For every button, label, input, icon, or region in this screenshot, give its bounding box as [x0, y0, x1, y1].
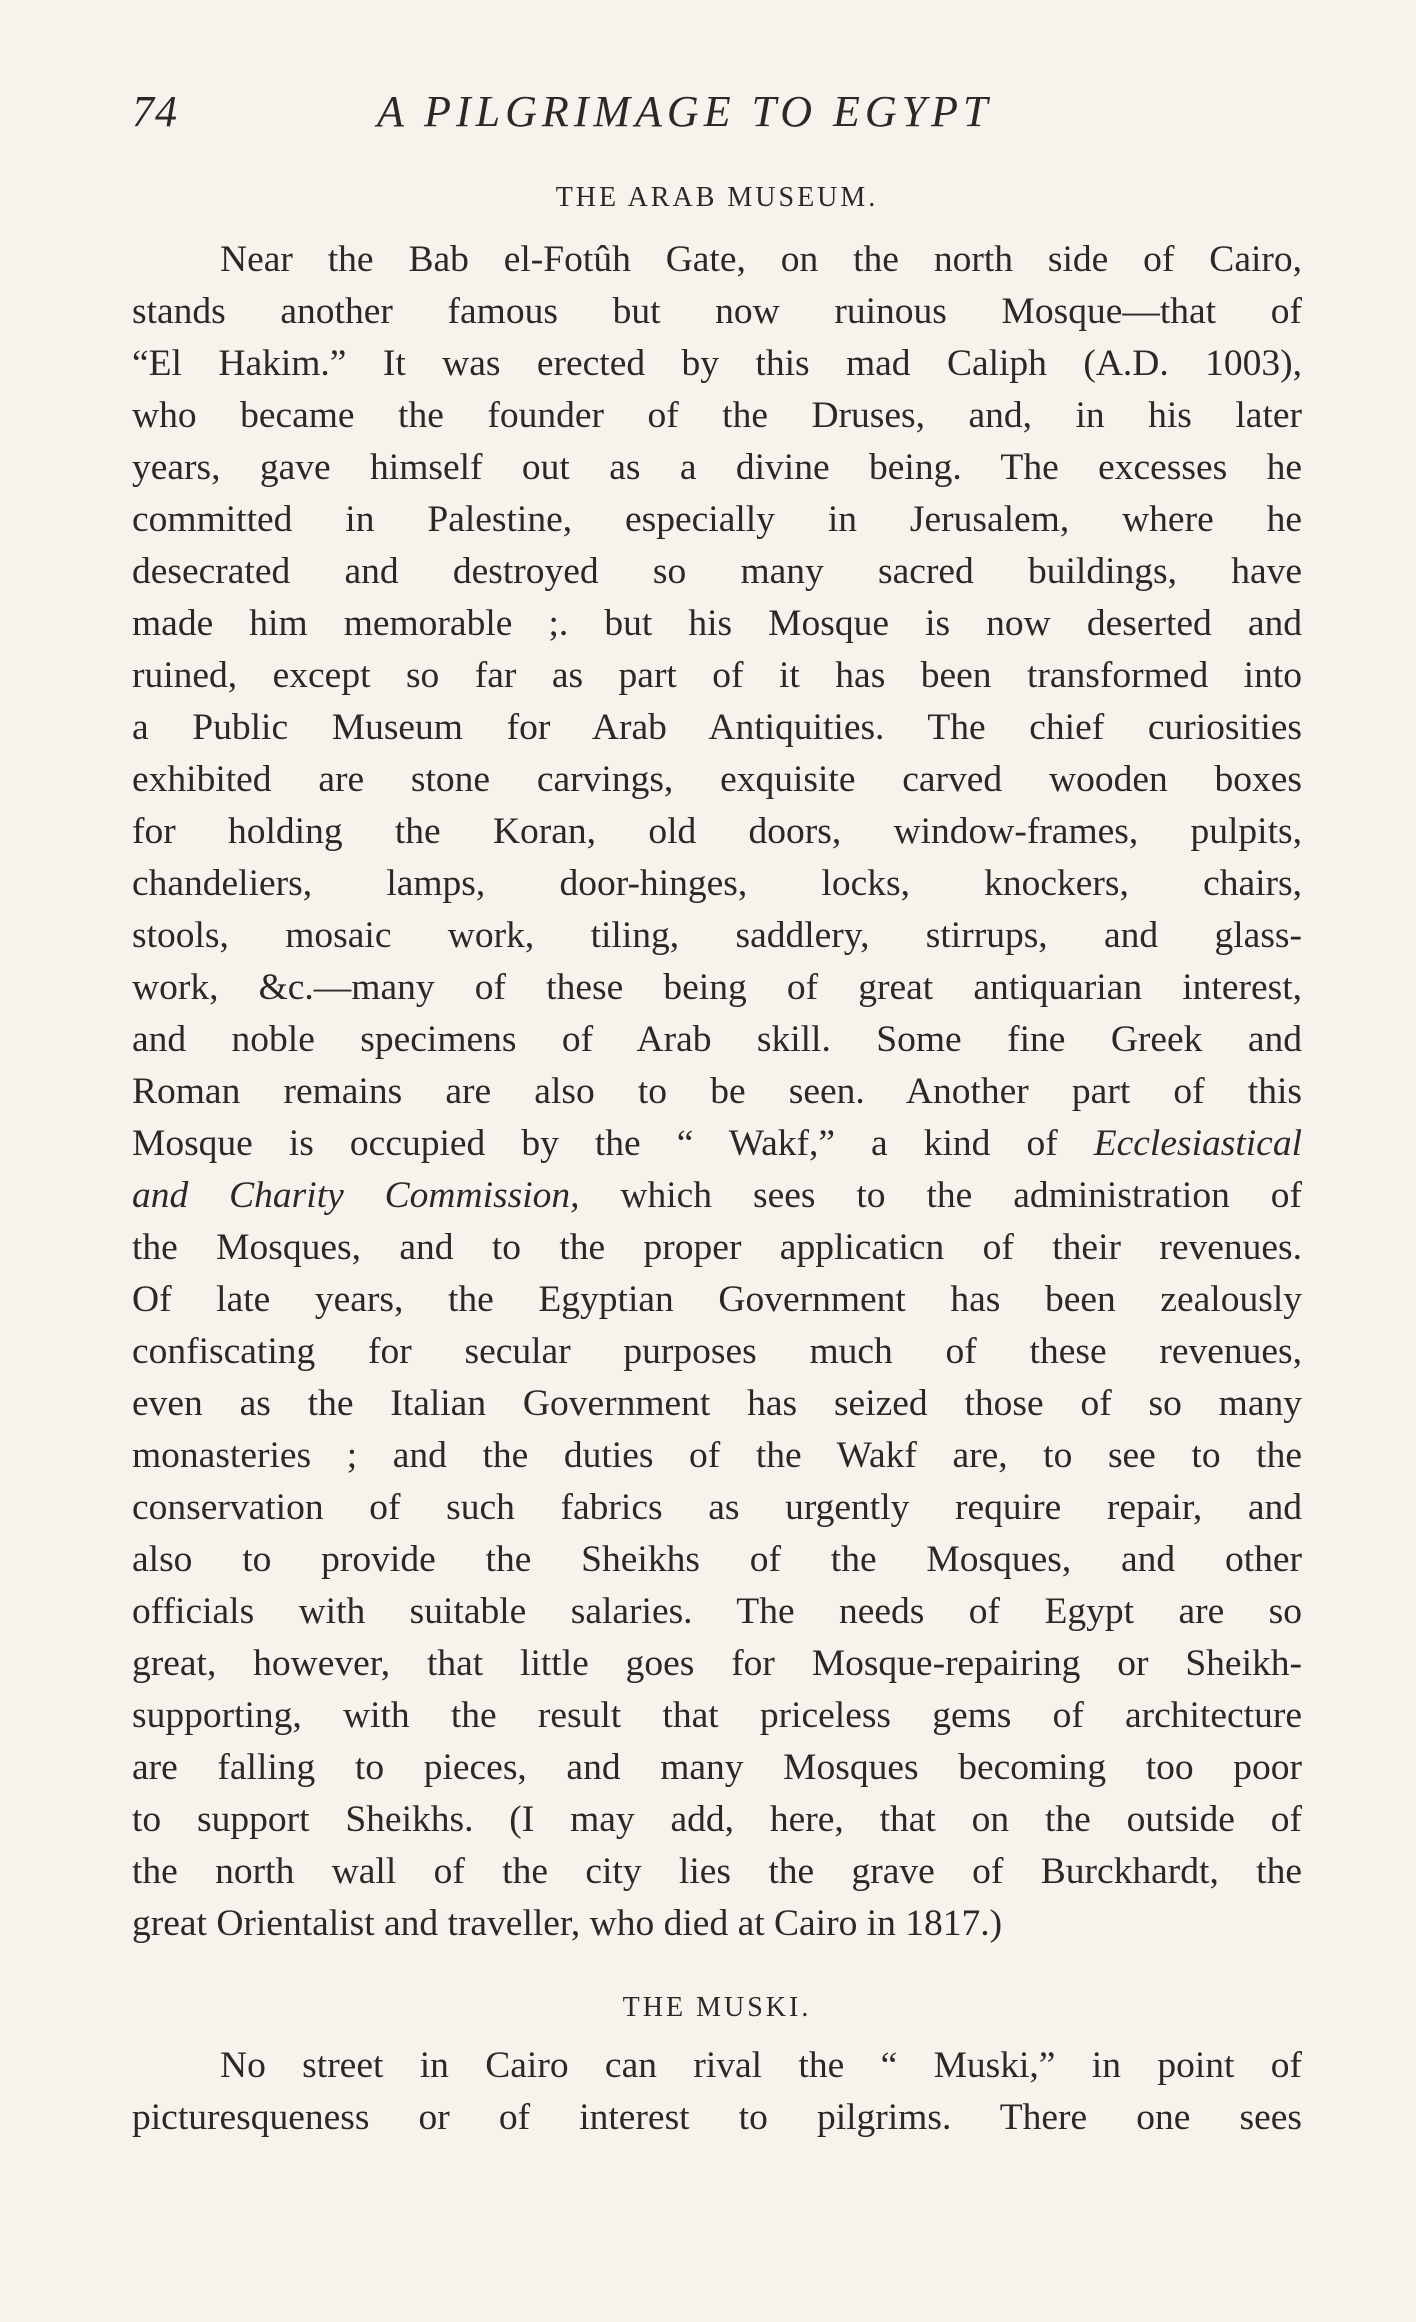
text-line: committed in Palestine, especially in Jerusalem, where he — [132, 499, 1302, 540]
text-line: No street in Cairo can rival the “ Muski,” in point of — [220, 2045, 1302, 2086]
text-line: to support Sheikhs. (I may add, here, that on the outside of — [132, 1799, 1302, 1840]
text-line: monasteries ; and the duties of the Wakf are, to see to the — [132, 1435, 1302, 1476]
text-line: are falling to pieces, and many Mosques becoming too poor — [132, 1747, 1302, 1788]
text-line: work, &c.—many of these being of great antiquarian interest, — [132, 967, 1302, 1008]
text-line: also to provide the Sheikhs of the Mosques, and other — [132, 1539, 1302, 1580]
section-heading-arab-museum: THE ARAB MUSEUM. — [555, 182, 879, 213]
text-run: which sees to the administration of — [579, 1175, 1302, 1216]
text-line: the Mosques, and to the proper applicaticn of their revenues. — [132, 1227, 1302, 1268]
text-line: great, however, that little goes for Mosque-repairing or Sheikh- — [132, 1643, 1302, 1684]
paragraph-muski — [132, 2040, 1302, 2144]
text-line: chandeliers, lamps, door-hinges, locks, knockers, chairs, — [132, 863, 1302, 904]
text-line: exhibited are stone carvings, exquisite carved wooden boxes — [132, 759, 1302, 800]
italic-text: and Charity Commission, — [132, 1175, 580, 1216]
italic-text: Ecclesiastical — [1093, 1123, 1302, 1164]
text-line: great Orientalist and traveller, who died at Cairo in 1817.) — [132, 1903, 1003, 1944]
text-line: who became the founder of the Druses, and, in his later — [132, 395, 1302, 436]
text-line: years, gave himself out as a divine being. The excesses he — [132, 447, 1302, 488]
text-line: confiscating for secular purposes much of these revenues, — [132, 1331, 1302, 1372]
section-heading-muski: THE MUSKI. — [622, 1992, 812, 2023]
text-line: “El Hakim.” It was erected by this mad Caliph (A.D. 1003), — [132, 343, 1302, 384]
text-line-with-italic — [132, 1170, 1302, 1222]
text-line: Near the Bab el-Fotûh Gate, on the north side of Cairo, — [220, 239, 1302, 280]
text-line: desecrated and destroyed so many sacred buildings, have — [132, 551, 1302, 592]
text-line: stands another famous but now ruinous Mosque—that of — [132, 291, 1302, 332]
text-line-with-italic — [132, 1118, 1302, 1170]
text-line: the north wall of the city lies the grave of Burckhardt, the — [132, 1851, 1302, 1892]
paragraph-arab-museum — [132, 234, 1302, 1950]
text-line: and noble specimens of Arab skill. Some fine Greek and — [132, 1019, 1302, 1060]
text-line: even as the Italian Government has seized those of so many — [132, 1383, 1302, 1424]
text-line: ruined, except so far as part of it has been transformed into — [132, 655, 1302, 696]
text-run: Mosque is occupied by the “ Wakf,” a kind of — [132, 1123, 1058, 1164]
text-line: a Public Museum for Arab Antiquities. The chief curiosities — [132, 707, 1302, 748]
text-line: Of late years, the Egyptian Government has been zealously — [132, 1279, 1302, 1320]
text-line: picturesqueness or of interest to pilgrims. There one sees — [132, 2097, 1302, 2138]
text-line: conservation of such fabrics as urgently require repair, and — [132, 1487, 1302, 1528]
text-line: supporting, with the result that priceless gems of architecture — [132, 1695, 1302, 1736]
text-line: officials with suitable salaries. The needs of Egypt are so — [132, 1591, 1302, 1632]
page-number: 74 — [132, 87, 178, 136]
text-line: stools, mosaic work, tiling, saddlery, stirrups, and glass- — [132, 915, 1302, 956]
running-head — [132, 86, 1302, 146]
text-line: for holding the Koran, old doors, window-frames, pulpits, — [132, 811, 1302, 852]
text-line: made him memorable ;. but his Mosque is now deserted and — [132, 603, 1302, 644]
running-title: A PILGRIMAGE TO EGYPT — [377, 87, 993, 136]
text-line: Roman remains are also to be seen. Another part of this — [132, 1071, 1302, 1112]
